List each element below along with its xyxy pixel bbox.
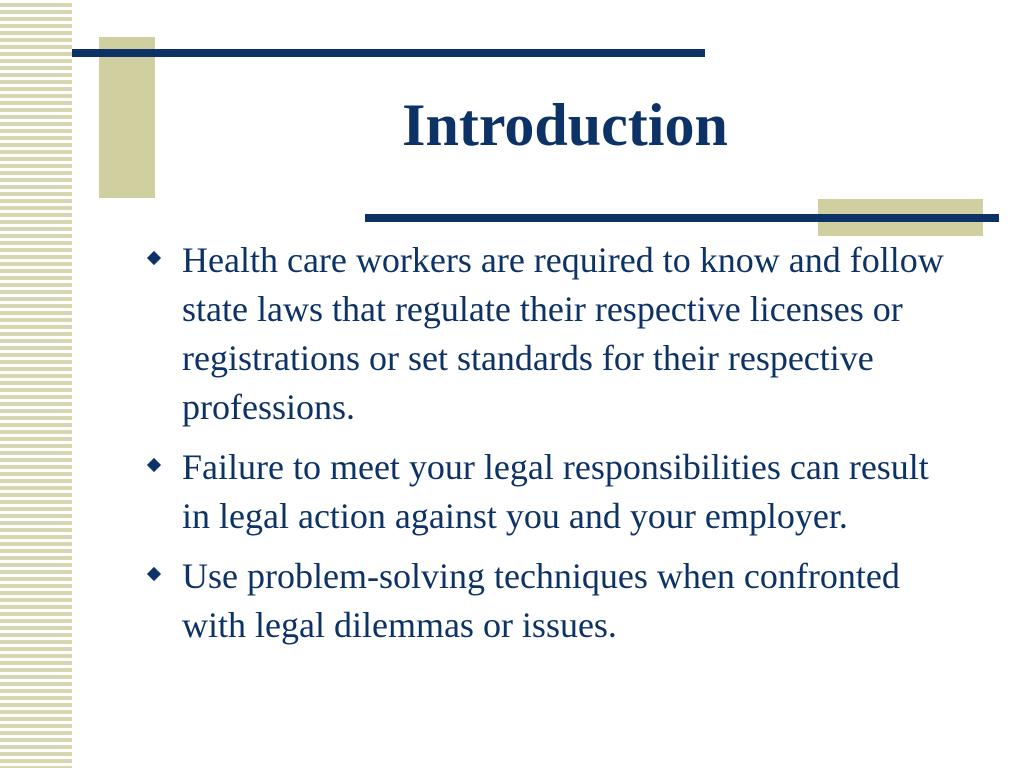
bullet-text: Use problem-solving techniques when confronted with legal dilemmas or issues. xyxy=(182,556,900,645)
decorative-navy-line-top xyxy=(72,49,705,57)
bullet-text: Failure to meet your legal responsibilities can result in legal action against you and your employer. xyxy=(182,447,929,536)
slide-title: Introduction xyxy=(402,92,728,158)
diamond-bullet-icon xyxy=(147,251,161,265)
bullet-text: Health care workers are required to know and follow state laws that regulate their respective licenses or registrations or set standards for their respective professions. xyxy=(182,240,944,427)
diamond-bullet-icon xyxy=(147,567,161,581)
diamond-bullet-icon xyxy=(147,458,161,472)
bullet-item xyxy=(143,236,963,432)
striped-side-band xyxy=(0,0,72,768)
decorative-khaki-block-top xyxy=(99,37,155,198)
decorative-navy-line-bottom xyxy=(365,214,999,222)
bullet-item xyxy=(143,443,963,541)
bullet-list xyxy=(143,236,963,661)
bullet-item xyxy=(143,552,963,650)
